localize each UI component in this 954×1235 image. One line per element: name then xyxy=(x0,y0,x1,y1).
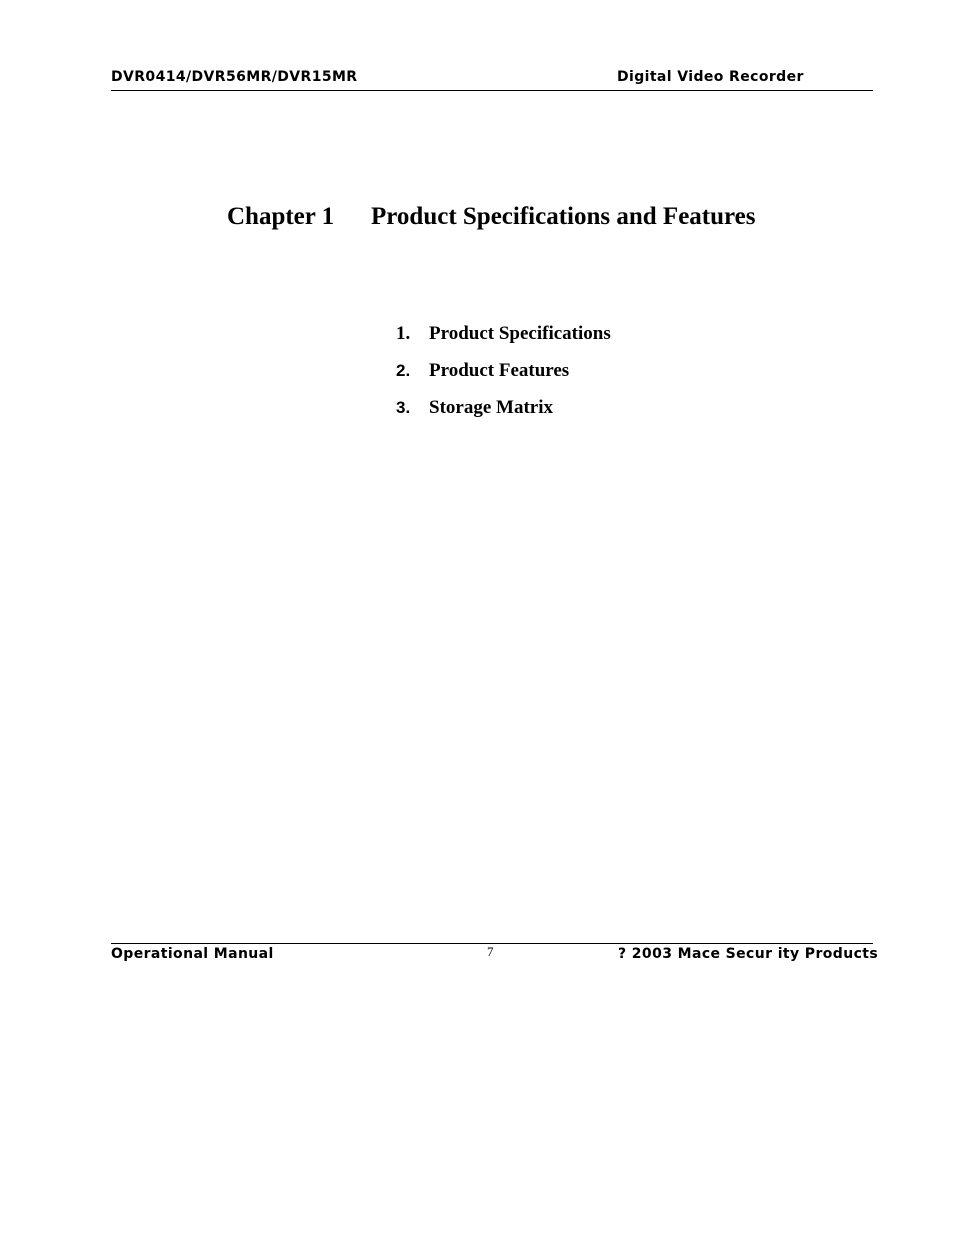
list-item xyxy=(396,360,716,397)
footer-copyright: ? 2003 Mace Secur ity Products xyxy=(618,946,879,962)
chapter-number: Chapter 1 xyxy=(227,203,335,230)
header-model: DVR0414/DVR56MR/DVR15MR xyxy=(111,69,358,85)
list-item xyxy=(396,397,716,434)
list-item-label: Product Specifications xyxy=(429,323,611,344)
list-item-number: 3. xyxy=(396,398,411,417)
header-divider xyxy=(111,90,873,91)
list-item-number: 1. xyxy=(396,323,411,344)
list-item xyxy=(396,323,716,360)
page-number: 7 xyxy=(487,944,494,959)
list-item-number: 2. xyxy=(396,361,411,380)
list-item-label: Product Features xyxy=(429,360,570,381)
header-product: Digital Video Recorder xyxy=(617,69,804,85)
list-item-label: Storage Matrix xyxy=(429,397,553,418)
chapter-contents-list xyxy=(396,323,716,434)
chapter-title: Product Specifications and Features xyxy=(371,203,756,230)
footer-manual-title: Operational Manual xyxy=(111,946,274,962)
